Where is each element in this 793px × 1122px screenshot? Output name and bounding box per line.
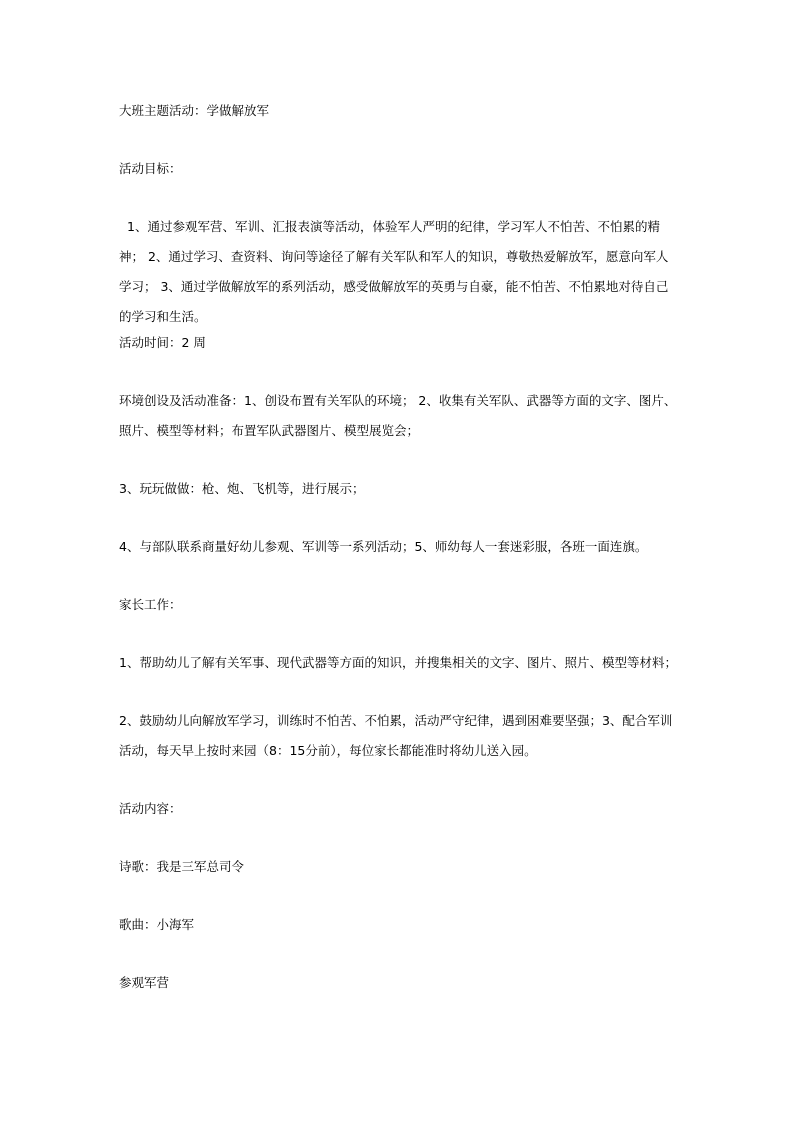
document-title: 大班主题活动：学做解放军 [119, 103, 270, 118]
goals-heading: 活动目标： [119, 161, 182, 176]
activity-time: 活动时间：2 周 [119, 335, 206, 350]
content-heading: 活动内容： [119, 801, 182, 816]
environment-preparation: 环境创设及活动准备：1、创设布置有关军队的环境； 2、收集有关军队、武器等方面的文字、图片、照片、模型等材料；布置军队武器图片、模型展览会； [119, 393, 677, 438]
content-visit: 参观军营 [119, 975, 170, 990]
content-poem: 诗歌：我是三军总司令 [119, 859, 245, 874]
preparation-item-3: 3、玩玩做做：枪、炮、飞机等，进行展示； [119, 481, 365, 496]
content-song: 歌曲：小海军 [119, 917, 195, 932]
parent-work-heading: 家长工作： [119, 597, 182, 612]
goals-text: 1、通过参观军营、军训、汇报表演等活动，体验军人严明的纪律，学习军人不怕苦、不怕累的精神； 2、通过学习、查资料、询问等途径了解有关军队和军人的知识，尊敬热爱解放军，愿意向军人学习； 3、通过学做解放军的系列活动，感受做解放军的英勇与自豪，能不怕苦、不怕累地对待自己的学习和生活。 [119, 219, 669, 324]
parent-work-item-1: 1、帮助幼儿了解有关军事、现代武器等方面的知识，并搜集相关的文字、图片、照片、模型等材料； [119, 655, 677, 670]
parent-work-item-2: 2、鼓励幼儿向解放军学习，训练时不怕苦、不怕累，活动严守纪律，遇到困难要坚强；3、配合军训活动，每天早上按时来园（8：15分前），每位家长都能准时将幼儿送入园。 [119, 713, 673, 758]
preparation-item-4: 4、与部队联系商量好幼儿参观、军训等一系列活动；5、师幼每人一套迷彩服，各班一面连旗。 [119, 539, 648, 554]
